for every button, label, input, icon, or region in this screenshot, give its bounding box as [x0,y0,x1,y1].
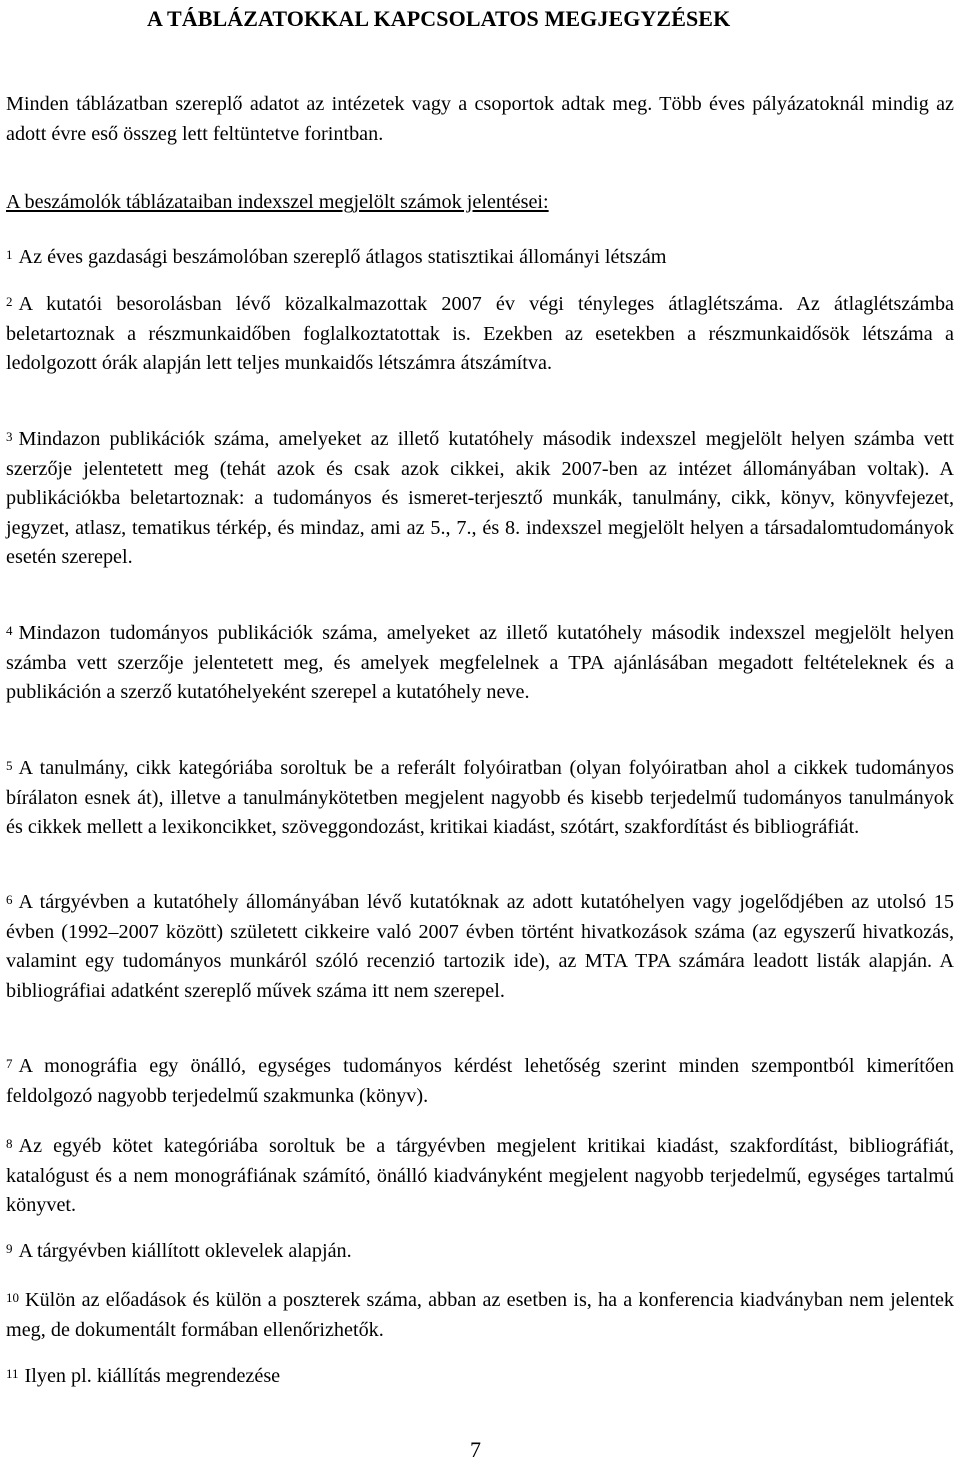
note-text: A tanulmány, cikk kategóriába soroltuk be a referált folyóiratban (olyan folyóiratban ahol a cikkek tudományos bírálaton esnek át), illetve a tanulmánykötetben megjelent nagyobb és kisebb terjedelmű tudományos tanulmányok és cikkek mellett a lexikoncikket, szöveggondozást, kritikai kiadást, szótárt, szakfordítást és bibliográfiát. [6,757,954,838]
note-text: A kutatói besorolásban lévő közalkalmazottak 2007 év végi tényleges átlaglétszáma. Az átlaglétszámba beletartoznak a részmunkaidőben foglalkoztatottak is. Ezekben az esetekben a részmunkaidősök létszáma a ledolgozott órák alapján lett teljes munkaidős létszámra átszámítva. [6,293,954,374]
note-number: 6 [6,892,13,907]
note-number: 9 [6,1241,13,1256]
note-7 [6,1052,954,1111]
index-heading: A beszámolók táblázataiban indexszel megjelölt számok jelentései: [6,191,549,213]
note-1 [6,243,954,273]
note-text: Mindazon tudományos publikációk száma, amelyeket az illető kutatóhely második indexszel megjelölt helyen számba vett szerzője jelentetett meg, és amelyek megfelelnek a TPA ajánlásában megadott feltételeknek és a publikáción a szerző kutatóhelyeként szerepel a kutatóhely neve. [6,622,954,703]
note-text: Az éves gazdasági beszámolóban szereplő átlagos statisztikai állományi létszám [18,246,667,268]
note-number: 4 [6,623,13,638]
note-5 [6,754,954,843]
note-2 [6,290,954,379]
note-6 [6,888,954,1006]
note-text: A tárgyévben kiállított oklevelek alapján. [18,1240,352,1262]
note-number: 5 [6,758,13,773]
note-number: 7 [6,1056,13,1071]
note-text: A monográfia egy önálló, egységes tudományos kérdést lehetőség szerint minden szempontból kimerítően feldolgozó nagyobb terjedelmű szakmunka (könyv). [6,1055,954,1107]
note-text: A tárgyévben a kutatóhely állományában lévő kutatóknak az adott kutatóhelyen vagy jogelődjében az utolsó 15 évben (1992–2007 között) született cikkeire való 2007 évben történt hivatkozások száma (az egyszerű hivatkozás, valamint egy tudományos munkáról szóló recenzió tartozik ide), az MTA TPA számára leadott listák alapján. A bibliográfiai adatként szereplő művek száma itt nem szerepel. [6,891,954,1002]
note-11 [6,1362,954,1392]
note-text: Az egyéb kötet kategóriába soroltuk be a tárgyévben megjelent kritikai kiadást, szakfordítást, bibliográfiát, katalógust és a nem monográfiának számító, önálló kiadványként megjelent nagyobb terjedelmű, egységes tartalmú könyvet. [6,1135,954,1216]
note-9 [6,1237,954,1267]
note-3 [6,425,954,573]
note-number: 2 [6,294,13,309]
note-number: 1 [6,247,13,262]
intro-paragraph: Minden táblázatban szereplő adatot az intézetek vagy a csoportok adtak meg. Több éves pályázatoknál mindig az adott évre eső összeg lett feltüntetve forintban. [6,93,954,145]
note-number: 8 [6,1136,13,1151]
note-text: Mindazon publikációk száma, amelyeket az illető kutatóhely második indexszel megjelölt helyen számba vett szerzője jelentetett meg (tehát azok és csak azok cikkei, akik 2007-ben az intézet állományában voltak). A publikációkba beletartoznak: a tudományos és ismeret-terjesztő munkák, tanulmány, cikk, könyv, könyvfejezet, jegyzet, atlasz, tematikus térkép, és mindaz, ami az 5., 7., és 8. indexszel megjelölt helyen a társadalomtudományok esetén szerepel. [6,428,954,568]
page-number: 7 [470,1437,481,1462]
note-4 [6,619,954,708]
page-title: A TÁBLÁZATOKKAL KAPCSOLATOS MEGJEGYZÉSEK [147,6,731,31]
note-text: Ilyen pl. kiállítás megrendezése [24,1365,281,1387]
note-number: 3 [6,429,13,444]
note-8 [6,1132,954,1221]
note-number: 10 [6,1290,19,1305]
note-10 [6,1286,954,1345]
note-text: Külön az előadások és külön a poszterek száma, abban az esetben is, ha a konferencia kiadványban nem jelentek meg, de dokumentált formában ellenőrizhetők. [6,1289,954,1341]
note-number: 11 [6,1366,19,1381]
